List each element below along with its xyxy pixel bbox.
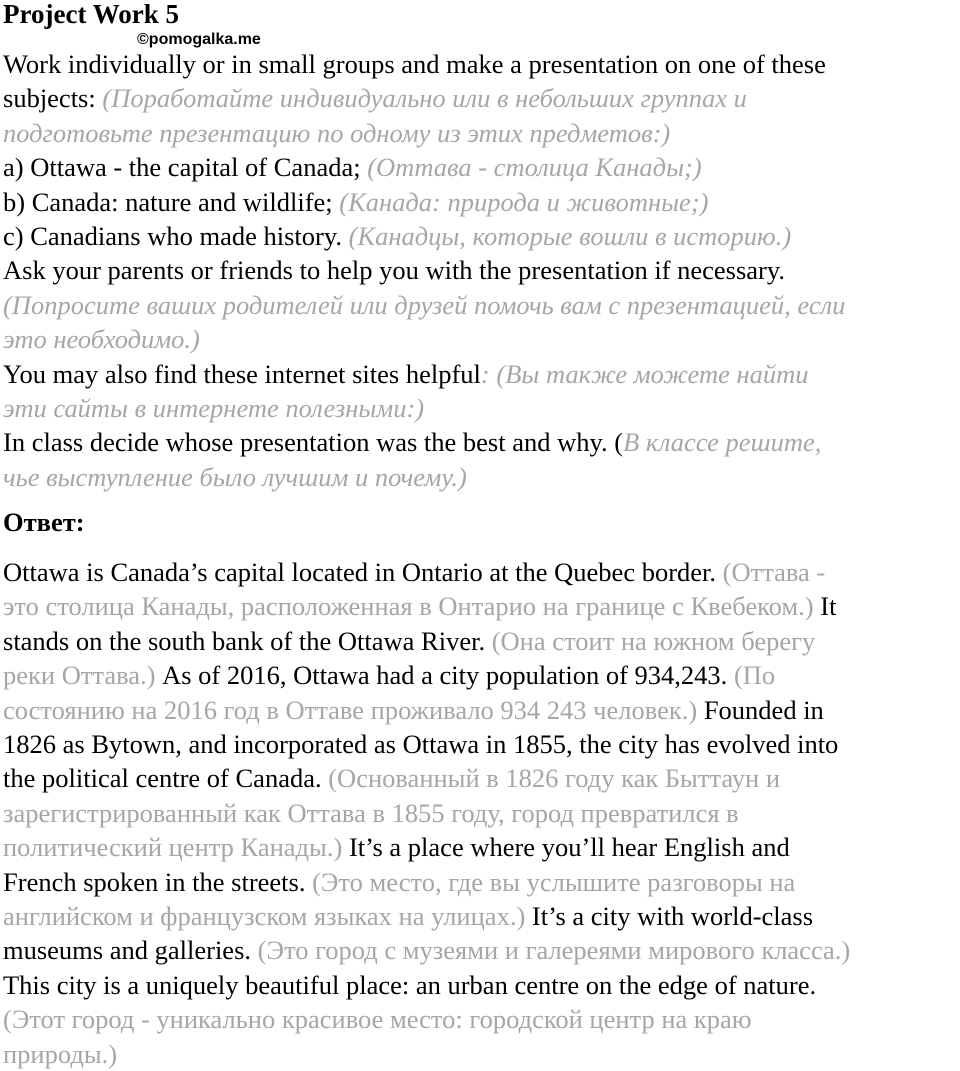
answer-line <box>3 589 836 623</box>
russian-translation: (Оттава - <box>722 557 826 587</box>
russian-translation: (Попросите ваших родителей или друзей помочь вам с презентацией, если <box>3 289 846 320</box>
russian-translation: политический центр Канады.) <box>3 832 349 863</box>
english-text: It’s a place where you’ll hear English and <box>348 832 790 863</box>
watermark: ©pomogalka.me <box>137 31 261 48</box>
russian-translation: В классе решите, <box>623 427 822 458</box>
task-line <box>3 460 467 494</box>
english-text: Founded in <box>703 694 824 725</box>
answer-line <box>3 761 780 795</box>
russian-translation: английском и французском языках на улицах.) <box>3 901 532 931</box>
russian-translation: реки Оттава.) <box>3 660 163 691</box>
english-text: As of 2016, Ottawa had a city population of 934,243. <box>162 660 734 691</box>
answer-line <box>3 1037 117 1071</box>
english-text: You may also find these internet sites helpful <box>3 358 481 389</box>
russian-translation: (По <box>733 660 776 691</box>
answer-line <box>3 658 775 692</box>
task-line <box>3 116 670 150</box>
russian-translation: (Это место, где вы услышите разговоры на <box>312 866 796 897</box>
english-text: Ask your parents or friends to help you with the presentation if necessary. <box>3 255 786 286</box>
english-text: In class decide whose presentation was the best and why. ( <box>3 427 624 458</box>
answer-line <box>3 727 838 761</box>
english-text: subjects: <box>3 83 103 114</box>
answer-line <box>3 899 813 933</box>
russian-translation: (Это город с музеями и галереями мирового класса.) <box>257 935 851 966</box>
english-text: This city is a uniquely beautiful place: an urban centre on the edge of nature. <box>3 969 817 1000</box>
answer-line <box>3 830 790 864</box>
task-line <box>3 391 424 425</box>
english-text: Work individually or in small groups and make a presentation on one of these <box>3 49 826 79</box>
english-text: 1826 as Bytown, and incorporated as Ottawa in 1855, the city has evolved into <box>3 729 839 759</box>
russian-translation: зарегистрированный как Оттава в 1855 году, город превратился в <box>3 797 739 828</box>
russian-translation: это необходимо.) <box>3 324 200 355</box>
russian-translation: (Канада: природа и животные;) <box>339 186 709 217</box>
task-line <box>3 150 702 184</box>
russian-translation: (Оттава - столица Канады;) <box>367 152 702 183</box>
russian-translation: (Она стоит на южном берегу <box>491 625 816 656</box>
task-line <box>3 322 200 356</box>
task-line <box>3 425 821 459</box>
page-title: Project Work 5 <box>3 0 179 29</box>
answer-line <box>3 865 795 899</box>
answer-line <box>3 555 825 589</box>
russian-translation: (Этот город - уникально красивое место: городской центр на краю <box>3 1004 752 1035</box>
answer-line <box>3 693 824 727</box>
task-line <box>3 357 809 391</box>
russian-translation: состоянию на 2016 год в Оттаве проживало 934 243 человек.) <box>3 694 704 725</box>
answer-line <box>3 933 850 967</box>
answer-label: Ответ: <box>3 507 85 537</box>
english-text: stands on the south bank of the Ottawa River. <box>3 625 492 656</box>
english-text: French spoken in the streets. <box>3 866 313 897</box>
russian-translation: чье выступление было лучшим и почему.) <box>3 461 467 492</box>
russian-translation: подготовьте презентацию по одному из этих предметов:) <box>3 117 671 148</box>
answer-line <box>3 796 739 830</box>
russian-translation: эти сайты в интернете полезными:) <box>3 393 425 423</box>
english-text: It <box>820 591 837 622</box>
task-line <box>3 81 747 115</box>
english-text: b) Canada: nature and wildlife; <box>3 186 340 217</box>
task-line <box>3 288 845 322</box>
english-text: the political centre of Canada. <box>3 763 329 794</box>
russian-translation: природы.) <box>3 1038 118 1069</box>
task-line <box>3 253 785 287</box>
russian-translation: : (Вы также можете найти <box>480 358 809 389</box>
russian-translation: (Основанный в 1826 году как Быттаун и <box>328 763 781 794</box>
russian-translation: это столица Канады, расположенная в Онтарио на границе с Квебеком.) <box>3 591 821 622</box>
russian-translation: (Канадцы, которые вошли в историю.) <box>348 221 792 251</box>
answer-line <box>3 1002 752 1036</box>
task-line <box>3 185 708 219</box>
english-text: a) Ottawa - the capital of Canada; <box>3 152 368 183</box>
answer-line <box>3 968 816 1002</box>
russian-translation: (Поработайте индивидуально или в небольших группах и <box>102 83 747 114</box>
task-line <box>3 219 791 253</box>
answer-line <box>3 624 815 658</box>
english-text: Ottawa is Canada’s capital located in Ontario at the Quebec border. <box>3 557 723 587</box>
english-text: museums and galleries. <box>3 935 258 966</box>
english-text: It’s a city with world-class <box>531 901 814 931</box>
english-text: c) Canadians who made history. <box>3 221 349 251</box>
task-line <box>3 47 826 81</box>
